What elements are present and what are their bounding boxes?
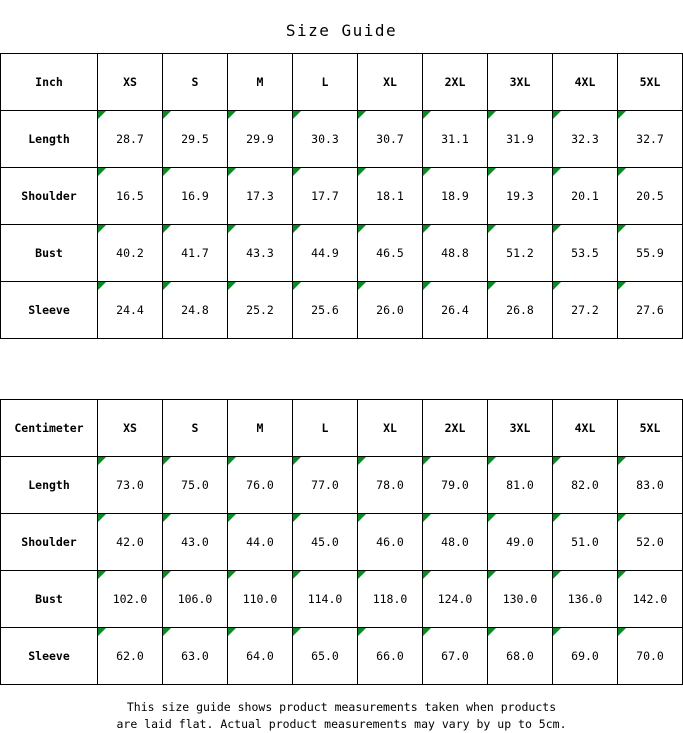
cell-shoulder-5xl: 52.0 bbox=[618, 514, 683, 571]
cell-length-2xl: 79.0 bbox=[423, 457, 488, 514]
size-header-m: M bbox=[228, 400, 293, 457]
size-header-xl: XL bbox=[358, 54, 423, 111]
row-label-length: Length bbox=[1, 457, 98, 514]
size-header-xs: XS bbox=[98, 400, 163, 457]
cell-length-s: 29.5 bbox=[163, 111, 228, 168]
table-row bbox=[1, 282, 683, 339]
table-header-row bbox=[1, 54, 683, 111]
unit-header: Inch bbox=[1, 54, 98, 111]
cell-length-l: 30.3 bbox=[293, 111, 358, 168]
unit-header: Centimeter bbox=[1, 400, 98, 457]
cell-sleeve-m: 64.0 bbox=[228, 628, 293, 685]
cell-sleeve-m: 25.2 bbox=[228, 282, 293, 339]
cell-length-2xl: 31.1 bbox=[423, 111, 488, 168]
size-table-centimeter bbox=[0, 399, 683, 685]
cell-sleeve-l: 25.6 bbox=[293, 282, 358, 339]
cell-length-3xl: 81.0 bbox=[488, 457, 553, 514]
row-label-length: Length bbox=[1, 111, 98, 168]
size-header-4xl: 4XL bbox=[553, 400, 618, 457]
cell-sleeve-xl: 66.0 bbox=[358, 628, 423, 685]
row-label-shoulder: Shoulder bbox=[1, 514, 98, 571]
cell-bust-2xl: 124.0 bbox=[423, 571, 488, 628]
cell-sleeve-2xl: 67.0 bbox=[423, 628, 488, 685]
size-header-s: S bbox=[163, 54, 228, 111]
cell-sleeve-2xl: 26.4 bbox=[423, 282, 488, 339]
cell-length-l: 77.0 bbox=[293, 457, 358, 514]
cell-length-xl: 78.0 bbox=[358, 457, 423, 514]
cell-shoulder-2xl: 18.9 bbox=[423, 168, 488, 225]
row-label-sleeve: Sleeve bbox=[1, 282, 98, 339]
cell-length-4xl: 32.3 bbox=[553, 111, 618, 168]
cell-sleeve-3xl: 68.0 bbox=[488, 628, 553, 685]
cell-shoulder-xs: 16.5 bbox=[98, 168, 163, 225]
cell-bust-4xl: 136.0 bbox=[553, 571, 618, 628]
footer-note bbox=[0, 685, 683, 733]
row-label-bust: Bust bbox=[1, 225, 98, 282]
row-label-shoulder: Shoulder bbox=[1, 168, 98, 225]
table-row bbox=[1, 628, 683, 685]
table-spacer bbox=[0, 339, 683, 399]
cell-shoulder-l: 45.0 bbox=[293, 514, 358, 571]
cell-length-4xl: 82.0 bbox=[553, 457, 618, 514]
cell-length-m: 29.9 bbox=[228, 111, 293, 168]
size-header-m: M bbox=[228, 54, 293, 111]
row-label-bust: Bust bbox=[1, 571, 98, 628]
size-header-2xl: 2XL bbox=[423, 400, 488, 457]
size-header-5xl: 5XL bbox=[618, 54, 683, 111]
cell-length-m: 76.0 bbox=[228, 457, 293, 514]
size-table-inch bbox=[0, 53, 683, 339]
cell-shoulder-l: 17.7 bbox=[293, 168, 358, 225]
cell-bust-xl: 46.5 bbox=[358, 225, 423, 282]
cell-bust-s: 41.7 bbox=[163, 225, 228, 282]
cell-shoulder-m: 17.3 bbox=[228, 168, 293, 225]
cell-bust-m: 110.0 bbox=[228, 571, 293, 628]
cell-bust-s: 106.0 bbox=[163, 571, 228, 628]
cell-length-xs: 28.7 bbox=[98, 111, 163, 168]
cell-shoulder-xl: 18.1 bbox=[358, 168, 423, 225]
cell-sleeve-s: 63.0 bbox=[163, 628, 228, 685]
cell-sleeve-xs: 24.4 bbox=[98, 282, 163, 339]
cell-sleeve-xs: 62.0 bbox=[98, 628, 163, 685]
cell-shoulder-4xl: 20.1 bbox=[553, 168, 618, 225]
size-header-xl: XL bbox=[358, 400, 423, 457]
table-row bbox=[1, 225, 683, 282]
cell-bust-5xl: 142.0 bbox=[618, 571, 683, 628]
cell-bust-xl: 118.0 bbox=[358, 571, 423, 628]
table-row bbox=[1, 457, 683, 514]
cell-length-5xl: 83.0 bbox=[618, 457, 683, 514]
cell-length-xs: 73.0 bbox=[98, 457, 163, 514]
cell-sleeve-4xl: 69.0 bbox=[553, 628, 618, 685]
size-header-xs: XS bbox=[98, 54, 163, 111]
cell-bust-xs: 40.2 bbox=[98, 225, 163, 282]
cell-length-5xl: 32.7 bbox=[618, 111, 683, 168]
cell-shoulder-3xl: 19.3 bbox=[488, 168, 553, 225]
cell-shoulder-s: 16.9 bbox=[163, 168, 228, 225]
cell-bust-l: 44.9 bbox=[293, 225, 358, 282]
size-header-l: L bbox=[293, 54, 358, 111]
size-header-l: L bbox=[293, 400, 358, 457]
cell-length-xl: 30.7 bbox=[358, 111, 423, 168]
page-title: Size Guide bbox=[285, 21, 398, 40]
size-header-5xl: 5XL bbox=[618, 400, 683, 457]
cell-shoulder-m: 44.0 bbox=[228, 514, 293, 571]
cell-bust-3xl: 51.2 bbox=[488, 225, 553, 282]
cell-sleeve-xl: 26.0 bbox=[358, 282, 423, 339]
cell-sleeve-l: 65.0 bbox=[293, 628, 358, 685]
cell-sleeve-s: 24.8 bbox=[163, 282, 228, 339]
cell-sleeve-3xl: 26.8 bbox=[488, 282, 553, 339]
cell-shoulder-3xl: 49.0 bbox=[488, 514, 553, 571]
cell-length-s: 75.0 bbox=[163, 457, 228, 514]
row-label-sleeve: Sleeve bbox=[1, 628, 98, 685]
cell-sleeve-4xl: 27.2 bbox=[553, 282, 618, 339]
cell-bust-4xl: 53.5 bbox=[553, 225, 618, 282]
table-row bbox=[1, 168, 683, 225]
cell-shoulder-4xl: 51.0 bbox=[553, 514, 618, 571]
cell-length-3xl: 31.9 bbox=[488, 111, 553, 168]
cell-shoulder-s: 43.0 bbox=[163, 514, 228, 571]
table-row bbox=[1, 571, 683, 628]
cell-bust-xs: 102.0 bbox=[98, 571, 163, 628]
table-row bbox=[1, 514, 683, 571]
cell-bust-l: 114.0 bbox=[293, 571, 358, 628]
cell-shoulder-2xl: 48.0 bbox=[423, 514, 488, 571]
size-header-3xl: 3XL bbox=[488, 400, 553, 457]
cell-sleeve-5xl: 27.6 bbox=[618, 282, 683, 339]
size-header-4xl: 4XL bbox=[553, 54, 618, 111]
cell-sleeve-5xl: 70.0 bbox=[618, 628, 683, 685]
cell-bust-m: 43.3 bbox=[228, 225, 293, 282]
cell-bust-5xl: 55.9 bbox=[618, 225, 683, 282]
table-row bbox=[1, 111, 683, 168]
table-header-row bbox=[1, 400, 683, 457]
size-header-s: S bbox=[163, 400, 228, 457]
size-header-2xl: 2XL bbox=[423, 54, 488, 111]
cell-shoulder-xs: 42.0 bbox=[98, 514, 163, 571]
size-header-3xl: 3XL bbox=[488, 54, 553, 111]
footer-line-1: This size guide shows product measurements taken when products bbox=[126, 700, 557, 714]
cell-shoulder-xl: 46.0 bbox=[358, 514, 423, 571]
cell-bust-2xl: 48.8 bbox=[423, 225, 488, 282]
footer-line-2: are laid flat. Actual product measurements may vary by up to 5cm. bbox=[116, 717, 567, 731]
cell-bust-3xl: 130.0 bbox=[488, 571, 553, 628]
cell-shoulder-5xl: 20.5 bbox=[618, 168, 683, 225]
